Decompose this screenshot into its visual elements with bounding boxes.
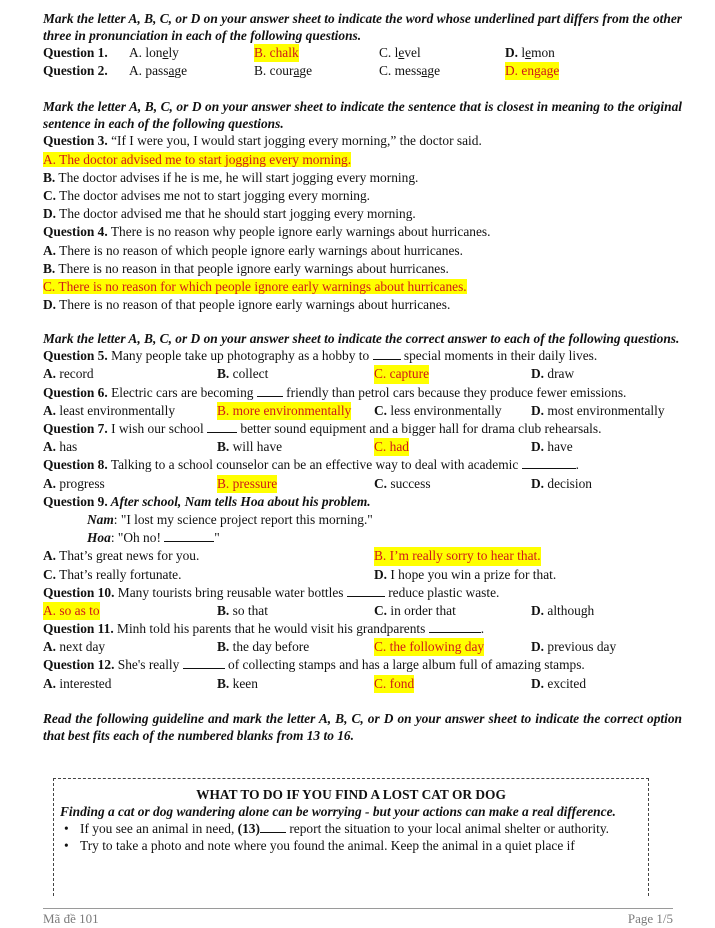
option[interactable]: D. There is no reason of that people ignore early warnings about hurricanes. [43, 297, 451, 313]
option-answer[interactable]: C. the following day [374, 638, 484, 656]
exam-code: Mã đề 101 [43, 911, 99, 926]
option-answer[interactable]: B. I’m really sorry to hear that. [374, 547, 541, 565]
question-row [43, 44, 682, 62]
options-row [43, 365, 682, 383]
dialogue-line: Hoa: "Oh no! " [87, 530, 220, 546]
option[interactable]: A. next day [43, 639, 106, 655]
section1-instruction: Mark the letter A, B, C, or D on your answer sheet to indicate the word whose underlined part differs from the other three in pronunciation in each of the following questions. [43, 11, 682, 43]
question-stem: Question 10. Many tourists bring reusable water bottles reduce plastic waste. [43, 584, 500, 600]
answer-blank [257, 384, 283, 397]
options-row [43, 602, 682, 620]
question-stem: Question 6. Electric cars are becoming friendly than petrol cars because they produce fewer emissions. [43, 384, 627, 400]
option[interactable]: A. That’s great news for you. [43, 548, 200, 564]
option-answer[interactable]: B. chalk [254, 44, 299, 62]
option-answer[interactable]: B. pressure [217, 475, 277, 493]
section4-instruction: Read the following guideline and mark the letter A, B, C, or D on your answer sheet to indicate the correct option that best fits each of the numbered blanks from 13 to 16. [43, 710, 682, 743]
option[interactable]: A. least environmentally [43, 402, 176, 418]
option[interactable]: B. courage [254, 63, 313, 79]
option[interactable]: D. previous day [531, 639, 617, 655]
option[interactable]: C. success [374, 475, 431, 491]
option[interactable]: C. in order that [374, 602, 456, 618]
option-answer[interactable]: D. engage [505, 62, 559, 80]
option-answer[interactable]: A. so as to [43, 602, 100, 620]
section3-instruction: Mark the letter A, B, C, or D on your answer sheet to indicate the correct answer to each of the following questions. [43, 331, 680, 347]
page-number: Page 1/5 [627, 911, 673, 926]
option[interactable]: A. lonely [129, 45, 179, 60]
question-label: Question 1. [43, 45, 108, 60]
answer-blank [260, 820, 286, 833]
question-stem: Question 9. After school, Nam tells Hoa about his problem. [43, 493, 371, 509]
option[interactable]: B. collect [217, 366, 269, 382]
answer-blank [347, 584, 385, 597]
options-row [43, 438, 682, 456]
answer-blank [183, 656, 225, 669]
dialogue-line: Nam: "I lost my science project report this morning." [87, 511, 373, 527]
option[interactable]: D. The doctor advised me that he should start jogging every morning. [43, 206, 416, 222]
option[interactable]: A. There is no reason of which people ignore early warnings about hurricanes. [43, 242, 463, 258]
option[interactable]: A. interested [43, 675, 112, 691]
reading-box [53, 778, 649, 896]
option[interactable]: B. There is no reason in that people ignore early warnings about hurricanes. [43, 260, 449, 276]
option-answer[interactable]: B. more environmentally [217, 402, 351, 420]
box-intro: Finding a cat or dog wandering alone can be worrying - but your actions can make a real difference. [60, 804, 616, 819]
option[interactable]: A. passage [129, 63, 188, 79]
answer-blank [373, 347, 401, 360]
page-footer [43, 908, 673, 927]
option[interactable]: B. keen [217, 675, 258, 691]
answer-blank [207, 420, 237, 433]
answer-blank [429, 620, 481, 633]
option-answer[interactable]: C. fond [374, 675, 414, 693]
options-row [43, 675, 682, 693]
option-answer[interactable]: C. There is no reason for which people ignore early warnings about hurricanes. [43, 278, 467, 294]
option[interactable]: C. That’s really fortunate. [43, 566, 182, 582]
option[interactable]: C. message [379, 63, 441, 79]
option[interactable]: D. excited [531, 675, 587, 691]
question-stem: Question 8. Talking to a school counselor can be an effective way to deal with academic . [43, 457, 579, 473]
option[interactable]: B. The doctor advises if he is me, he will start jogging every morning. [43, 169, 419, 185]
bullet-item: • If you see an animal in need, (13) report the situation to your local animal shelter or authority. [60, 820, 642, 837]
option[interactable]: B. the day before [217, 639, 310, 655]
option[interactable]: A. has [43, 439, 78, 455]
option[interactable]: C. level [379, 45, 421, 60]
question-stem: Question 4. There is no reason why people ignore early warnings about hurricanes. [43, 224, 491, 240]
bullet-item: • Try to take a photo and note where you found the animal. Keep the animal in a quiet place if [60, 837, 642, 854]
options-row [43, 475, 682, 493]
answer-blank [164, 529, 214, 542]
question-stem: Question 7. I wish our school better sound equipment and a bigger hall for drama club rehearsals. [43, 421, 602, 436]
box-title: WHAT TO DO IF YOU FIND A LOST CAT OR DOG [196, 787, 506, 802]
option[interactable]: D. draw [531, 366, 575, 382]
question-stem: Question 5. Many people take up photography as a hobby to special moments in their daily lives. [43, 348, 598, 364]
option[interactable]: D. although [531, 602, 595, 618]
option-answer[interactable]: C. capture [374, 365, 429, 383]
options-row [43, 638, 682, 656]
exam-page [43, 10, 682, 744]
question-stem: Question 3. “If I were you, I would start jogging every morning,” the doctor said. [43, 133, 482, 149]
option-answer[interactable]: A. The doctor advised me to start jogging every morning. [43, 151, 352, 167]
options-row [43, 566, 682, 584]
option[interactable]: C. The doctor advises me not to start jogging every morning. [43, 187, 371, 203]
option[interactable]: D. most environmentally [531, 402, 665, 418]
option[interactable]: A. record [43, 366, 94, 382]
option[interactable]: D. I hope you win a prize for that. [374, 566, 557, 582]
options-row [43, 547, 682, 565]
question-row [43, 62, 682, 80]
answer-blank [522, 456, 576, 469]
option[interactable]: D. lemon [505, 45, 555, 60]
options-row [43, 402, 682, 420]
option[interactable]: D. decision [531, 475, 593, 491]
option-answer[interactable]: C. had [374, 438, 409, 456]
option[interactable]: D. have [531, 439, 573, 455]
question-stem: Question 12. She's really of collecting stamps and has a large album full of amazing stamps. [43, 657, 585, 673]
option[interactable]: B. so that [217, 602, 268, 618]
question-label: Question 2. [43, 63, 108, 79]
option[interactable]: A. progress [43, 475, 105, 491]
option[interactable]: C. less environmentally [374, 402, 502, 418]
question-stem: Question 11. Minh told his parents that he would visit his grandparents . [43, 621, 485, 637]
section2-instruction: Mark the letter A, B, C, or D on your answer sheet to indicate the sentence that is closest in meaning to the original sentence in each of the following questions. [43, 99, 682, 132]
option[interactable]: B. will have [217, 439, 283, 455]
